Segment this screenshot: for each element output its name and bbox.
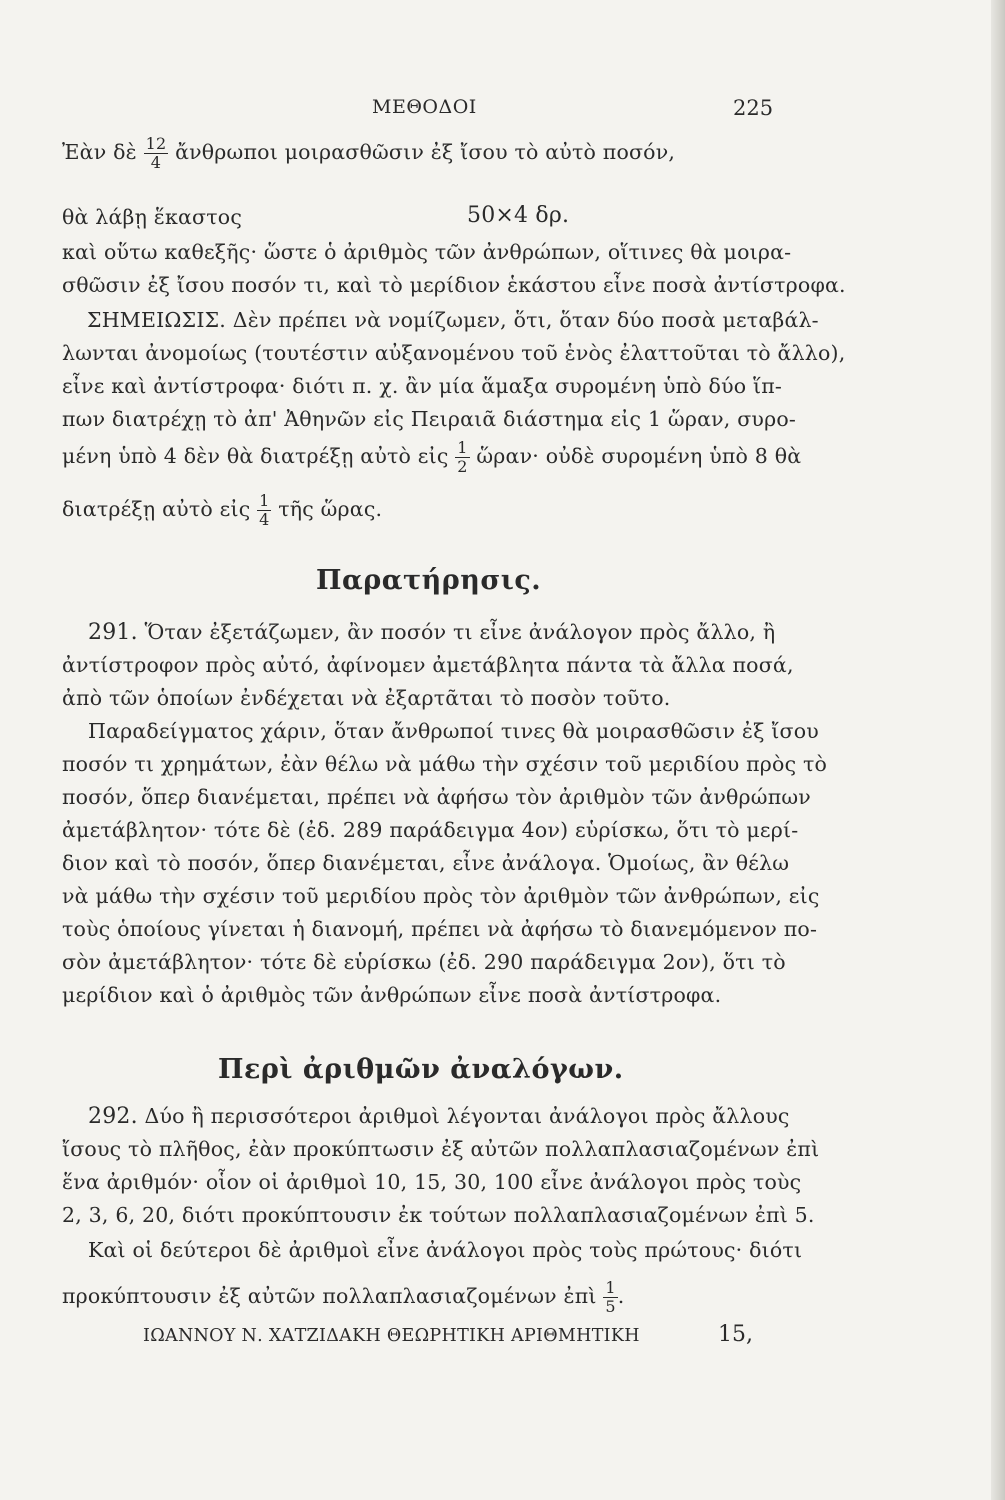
note-line-5 <box>62 440 801 475</box>
example-line-8: σὸν ἀμετάβλητον· τότε δὲ εὑρίσκω (ἐδ. 290 παράδειγμα 2ον), ὅτι τὸ <box>62 950 786 974</box>
intro-line-4: σθῶσιν ἐξ ἴσου ποσόν τι, καὶ τὸ μερίδιον ἑκάστου εἶνε ποσὰ ἀντίστροφα. <box>62 273 846 297</box>
fraction-numerator: 12 <box>145 134 167 153</box>
note-line-3: εἶνε καὶ ἀντίστροφα· διότι π. χ. ἂν μία ἅμαξα συρομένη ὑπὸ δύο ἵπ- <box>62 374 783 398</box>
footer-signature-mark: 15, <box>718 1322 753 1347</box>
fraction-1-over-4 <box>257 493 271 528</box>
paragraph-291-line-2: ἀντίστροφον πρὸς αὐτό, ἀφίνομεν ἀμετάβλητα πάντα τὰ ἄλλα ποσά, <box>62 653 794 677</box>
example-line-4: ἀμετάβλητον· τότε δὲ (ἐδ. 289 παράδειγμα 4ον) εὑρίσκω, ὅτι τὸ μερί- <box>62 818 799 842</box>
intro-line-2-right: 50×4 δρ. <box>467 203 570 228</box>
fraction-denominator: 2 <box>457 457 468 476</box>
fraction-1-over-5 <box>603 1280 617 1315</box>
paragraph-292-line-6-start: προκύπτουσιν ἐξ αὐτῶν πολλαπλασιαζομένων ἐπὶ <box>62 1284 597 1308</box>
paragraph-291-line-3: ἀπὸ τῶν ὁποίων ἐνδέχεται νὰ ἐξαρτᾶται τὸ ποσὸν τοῦτο. <box>62 686 671 710</box>
fraction-denominator: 4 <box>259 510 270 529</box>
paragraph-292-line-1 <box>88 1104 790 1129</box>
intro-line-1-end: ἄνθρωποι μοιρασθῶσιν ἐξ ἴσου τὸ αὐτὸ ποσόν, <box>175 140 676 164</box>
page-number: 225 <box>733 96 774 120</box>
intro-line-1-start: Ἐὰν δὲ <box>62 140 137 164</box>
fraction-numerator: 1 <box>605 1278 616 1297</box>
paragraph-292-line-6-end: . <box>617 1284 625 1308</box>
note-line-2: λωνται ἀνομοίως (τουτέστιν αὐξανομένου τοῦ ἑνὸς ἐλαττοῦται τὸ ἄλλο), <box>62 341 846 365</box>
section-heading-observation: Παρατήρησις. <box>316 565 542 596</box>
footer-book-title: ΙΩΑΝΝΟΥ Ν. ΧΑΤΖΙΔΑΚΗ ΘΕΩΡΗΤΙΚΗ ΑΡΙΘΜΗΤΙΚΗ <box>143 1326 640 1346</box>
note-line-1: ΣΗΜΕΙΩΣΙΣ. Δὲν πρέπει νὰ νομίζωμεν, ὅτι, ὅταν δύο ποσὰ μεταβάλ- <box>87 308 819 332</box>
paragraph-292-line-4: 2, 3, 6, 20, διότι προκύπτουσιν ἐκ τούτων πολλαπλασιαζομένων ἐπὶ 5. <box>62 1203 815 1227</box>
note-line-6-start: διατρέξῃ αὐτὸ εἰς <box>62 497 251 521</box>
example-line-2: ποσόν τι χρημάτων, ἐὰν θέλω νὰ μάθω τὴν σχέσιν τοῦ μεριδίου πρὸς τὸ <box>62 752 828 776</box>
paragraph-292-line-3: ἕνα ἀριθμόν· οἷον οἱ ἀριθμοὶ 10, 15, 30, 100 εἶνε ἀνάλογοι πρὸς τοὺς <box>62 1170 802 1194</box>
paragraph-292-line-1-text: Δύο ἢ περισσότεροι ἀριθμοὶ λέγονται ἀνάλογοι πρὸς ἄλλους <box>144 1104 790 1128</box>
intro-line-1 <box>62 136 675 171</box>
paragraph-292-line-2: ἴσους τὸ πλῆθος, ἐὰν προκύπτωσιν ἐξ αὐτῶν πολλαπλασιαζομένων ἐπὶ <box>62 1137 820 1161</box>
example-line-1: Παραδείγματος χάριν, ὅταν ἄνθρωποί τινες θὰ μοιρασθῶσιν ἐξ ἴσου <box>88 719 819 743</box>
paragraph-292-line-5: Καὶ οἱ δεύτεροι δὲ ἀριθμοὶ εἶνε ἀνάλογοι πρὸς τοὺς πρώτους· διότι <box>88 1238 803 1262</box>
note-line-5-start: μένη ὑπὸ 4 δὲν θὰ διατρέξῃ αὐτὸ εἰς <box>62 444 449 468</box>
paragraph-292-line-6 <box>62 1280 624 1315</box>
fraction-numerator: 1 <box>457 438 468 457</box>
example-line-6: νὰ μάθω τὴν σχέσιν τοῦ μεριδίου πρὸς τὸν ἀριθμὸν τῶν ἀνθρώπων, εἰς <box>62 884 820 908</box>
fraction-denominator: 5 <box>605 1297 616 1316</box>
paragraph-291-line-1-text: Ὅταν ἐξετάζωμεν, ἂν ποσόν τι εἶνε ἀνάλογον πρὸς ἄλλο, ἢ <box>144 620 776 644</box>
page-edge-shadow <box>991 0 1005 1500</box>
note-line-5-end: ὥραν· οὐδὲ συρομένη ὑπὸ 8 θὰ <box>476 444 802 468</box>
fraction-12-over-4 <box>144 136 169 171</box>
fraction-1-over-2 <box>455 440 469 475</box>
note-line-6 <box>62 493 382 528</box>
paragraph-number-292: 292. <box>88 1104 138 1129</box>
paragraph-number-291: 291. <box>88 620 138 645</box>
example-line-7: τοὺς ὁποίους γίνεται ἡ διανομή, πρέπει νὰ ἀφήσω τὸ διανεμόμενον πο- <box>62 917 818 941</box>
intro-line-2-left: θὰ λάβῃ ἕκαστος <box>62 205 243 229</box>
example-line-5: διον καὶ τὸ ποσόν, ὅπερ διανέμεται, εἶνε ἀνάλογα. Ὁμοίως, ἂν θέλω <box>62 851 790 875</box>
note-line-4: πων διατρέχῃ τὸ ἀπ' Ἀθηνῶν εἰς Πειραιᾶ διάστημα εἰς 1 ὥραν, συρο- <box>62 407 796 431</box>
fraction-denominator: 4 <box>144 153 169 171</box>
example-line-9: μερίδιον καὶ ὁ ἀριθμὸς τῶν ἀνθρώπων εἶνε ποσὰ ἀντίστροφα. <box>62 983 722 1007</box>
note-line-6-end: τῆς ὥρας. <box>278 497 383 521</box>
example-line-3: ποσόν, ὅπερ διανέμεται, πρέπει νὰ ἀφήσω τὸν ἀριθμὸν τῶν ἀνθρώπων <box>62 785 811 809</box>
paragraph-291-line-1 <box>88 620 775 645</box>
intro-line-3: καὶ οὕτω καθεξῆς· ὥστε ὁ ἀριθμὸς τῶν ἀνθρώπων, οἵτινες θὰ μοιρα- <box>62 240 792 264</box>
fraction-numerator: 1 <box>259 491 270 510</box>
section-heading-proportional-numbers: Περὶ ἀριθμῶν ἀναλόγων. <box>218 1054 624 1085</box>
running-header-title: ΜΕΘΟΔΟΙ <box>372 96 477 118</box>
